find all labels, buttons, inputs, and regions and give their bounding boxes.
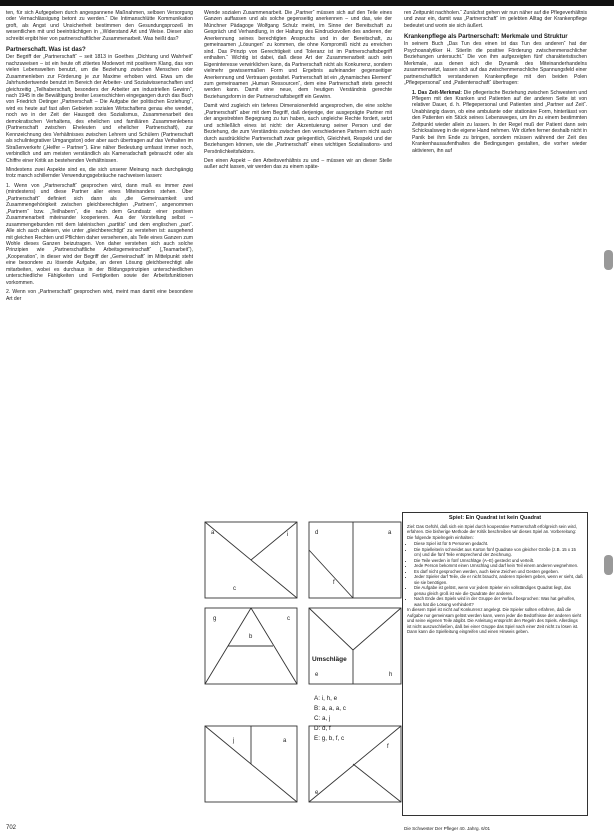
paragraph: Wende sozialen Zusammenarbeit. Die „Partner“ müssen sich auf den Teile eines Ganzen auffassen und als solche gegenseitig anerkennen – und das, wie der Münchner Pädagoge Wolfgang Schulz meint, im Sinne der Bereitschaft zu Gespräch und Verhandlung, in der Haltung des Eindrucksvollen des anderen, der Anerkennung seines berechtigten Anspruchs und in der Bereitschaft, zu gemeinsamen „Lösungen“ zu kommen, die ohne Kompromiß nicht zu erreichen sind. Das Prinzip von Gerechtigkeit und Toleranz ist im Partnerschaftsbegriff enthalten.“ Wichtig ist dabei, daß diese Art der Zusammenarbeit auch sein Eigeninteresse verwirklichen kann, da Partnerschaft nicht als Konkurrenz, sondern vielmehr gewissermaßen Form und Ergebnis aufeinander gegenseitiger Anerkennung und Vertrauen gestaltet. Partnerschaft ist ein „dynamisches Element“ zum gemeinsamen „Human Ressourcen“, dem eine Partnerschaft stets gerecht werden kann. Damit eine neue, dem heutigen Verständnis gerechte Beziehungsform in der Partnerschaftsbegriff ein Gewinn. xyxy=(204,10,392,100)
square-label: c xyxy=(233,586,236,592)
paragraph: Mindestens zwei Aspekte sind es, die sich unserer Meinung nach durchgängig trotz manch schillernder Verwendungsgebräuche nachweisen lassen: xyxy=(6,166,193,180)
square-label: c xyxy=(287,616,290,622)
item-title: 1. Das Zeit-Merkmal: xyxy=(412,89,462,96)
square-label: j xyxy=(233,738,235,744)
paragraph: Der Begriff der „Partnerschaft“ – seit 1813 in Goethes „Dichtung und Wahrheit“ nachzuweisen – ist ein heute oft zitiertes Modewort mit positivem Klang, das von vielen Lebenswelten benutzt, um die Beziehung zwischen Menschen oder Zusammenleben zur Förderung je zur Maxime erhoben wird. Etwa um die Jahrhundertwende benutzt im Bereich der Arbeiter- und Sozialwissenschaften und gleichzeitig „Teilhaberschaft, besonders der Arbeiter am industriellen Gewinn“, nach 1945 in die Bewältigung breiter Leserschichten eingegangen durch das Buch von Friedrich Oetinger „Partnerschaft – Die Aufgabe der politischen Erziehung“, wird es heute auf fast allen Gebieten sozialen Wirtschaftens genau ehe wendet, noch wo in der Zeit der Hausgott des Sozialismus, Zusammenarbeit des demokratischen Verhaltens, des ehelichen und familiären Zusammenlebens (Partnerschaft zwischen Eheleuten und ehelicher Partnerschaft), zur Kennzeichnung des Verhältnisses zwischen Lehrern und Schülern (Partnerschaft als schulintegrativer Umgangston) oder aber auch übertragen auf das Verhalten im Straßenverkehr („Helfer – Partner“). Eine näher Bedeutung umfasst immer noch, verbindlich und am meisten verständlich als Kameradschaft gebraucht oder als Chiffre einer Kritik an bestehenden Verhältnissen. xyxy=(6,54,193,164)
puzzle-squares-svg xyxy=(203,520,403,818)
column-1 xyxy=(6,10,193,302)
page-edge-tab xyxy=(604,250,613,270)
square-label: e xyxy=(315,672,319,678)
page-number: 702 xyxy=(6,825,17,831)
puzzle-figure xyxy=(203,520,403,818)
game-instructions-box xyxy=(402,512,588,816)
envelope-item: E: g, b, f, c xyxy=(314,735,345,742)
envelope-item: B: a, a, a, c xyxy=(314,705,346,712)
paragraph: ten, für sich Aufgegeben durch angespannene Maßnahmen, selbsen Versorgung oder Vernachlässigung betont zu werden.“ Die Intimanschlütte Kommunikation groft, als Angst und Unsicherheit bestimmen den Gesundungsprozeß im wesentlichen mit und beeinträchtigen in ,,Widerstand Art und Weise. Dieser also schreibt ergibt hier von partnerschaftlicher Zusammenarbeit. Was heißt das? xyxy=(6,10,193,42)
item-text: Die pflegerische Beziehung zwischen Schwestern und Pflegern mit den Kranken und Patienten auf der anderen Seite ist von relativer Dauer, d. h. Pflegepersonal und Patienten sind „Partner auf Zeit“. Unabhängig davon, ob eine ambulante oder stationäre Form, hinterlässt von den Patienten ein Stück seines Lebensweges, um ihn zu einem bestimmten Zeitpunkt wieder allein zu lassen. In der Regel muß der Patient dann sein Schicksalsweg in die eigene Hand nehmen. Wir dürfen ferner deshalb nicht in Panik bei ihm Ende zu bringen, sondern müssen während der Zeit des Krankenhausaufenthaltes die Bedingungen gestalten, die vorher wieder aktivieren, ihn auf xyxy=(412,89,587,154)
rules-list xyxy=(407,541,583,607)
envelope-item: A: i, h, e xyxy=(314,695,338,702)
square-label: f xyxy=(387,744,389,750)
column-2 xyxy=(204,10,392,171)
column-3 xyxy=(404,10,587,154)
rule-item: • Nach Ende des Spiels wird in der Gruppe der Verlauf besprochen: Was hat geholfen, was hat die Lösung verhindert? xyxy=(414,596,583,607)
paragraph: Damit wird zugleich ein tieferes Dimensionenfeld angesprochen, die eine solche „Partnerschaft“ aber mit dem Begriff, daß derjenige, der ausgeprägte Partner mit der angestrebten Begegnung zu tun haben, auch ungleiche Rechte fordert, setzt und schließlich eines ist nicht: der Akzentuierung seiner Person und der Beziehung, die zum Verständnis zwischen den verschiedenen Partnern nicht auch durch ausdrückliche Partnerschaft zwar gelegentlich, Gleichheit, Respekt und der Beziehungen können, wie die „Partnerschaft“ eines wichtigen Sozialisations- und Persönlichkeitsfaktors. xyxy=(204,103,392,155)
square-label: h xyxy=(389,672,393,678)
square-4 xyxy=(309,608,401,684)
rule-item: • Die Teile werden in fünf Umschläge (A–E) gesteckt und verteilt. xyxy=(414,558,583,564)
square-label: e xyxy=(315,790,319,796)
list-item xyxy=(404,90,587,155)
paragraph: ren Zeitpunkt nachholen.“ Zunächst gehen wir nun näher auf die Pflegeverhältnis und zwar ein, damit was „Partnerschaft“ im gelebten Alltag der Krankenpflege bedeutet und worin sie sich äußert. xyxy=(404,10,587,29)
rule-item: • Es darf nicht gesprochen werden, auch keine Zeichen und Gesten gegeben. xyxy=(414,569,583,575)
box-intro: Ziel: Das Gefühl, daß sich ein Spiel durch kooperative Partnerschaft erfolgreich sein wird, erfahren. Die bisherige Methode der Kritik beschreiben wir dieses Spiel an. Vorbereitung: Die folgende Spielregeln einhalten: xyxy=(407,523,577,540)
paragraph: Den einen Aspekt – den Arbeitsverhältnis zu und – müssen wir an dieser Stelle außer acht lassen, wir werden das zu einem späte- xyxy=(204,157,392,171)
square-label: d xyxy=(315,530,319,536)
rule-item: • Jede Person bekommt einen Umschlag und darf kein Teil einem anderen wegnehmen. xyxy=(414,563,583,569)
envelope-heading: Umschläge xyxy=(312,656,347,663)
paragraph: 2. Wenn von „Partnerschaft“ gesprochen wird, meint man damit eine besondere Art der xyxy=(6,289,193,302)
page-footer: Die Schwester Der Pfleger 40. Jahrg. 6/01 xyxy=(404,826,491,831)
box-outro: In diesem Spiel ist nicht auf Konkurrenz angelegt. Die Spieler sollten erfahren, daß die Aufgabe nur gemeinsam gelöst werden kann, wenn jeder die Bedürfnisse der anderen sieht und seine eigenen Teile abgibt. Die Anleitung entspricht den Regeln des Spiels. Allerdings ist nicht auszuschließen, daß bei einer Gruppe das Spiel nach einer Zeit nicht zu lösen ist. Dann kann die Spielleitung eingreifen und einen Hinweis geben. xyxy=(407,607,582,634)
square-label: f xyxy=(333,580,335,586)
rule-item: • Jeder Spieler darf Teile, die er nicht braucht, anderen Spielern geben, wenn er sieht, daß sie sie benötigen. xyxy=(414,574,583,585)
top-border-bar xyxy=(0,0,614,6)
section-heading: Krankenpflege als Partnerschaft: Merkmale und Struktur xyxy=(404,33,568,41)
rule-item: • Die Aufgabe ist gelöst, wenn vor jedem Spieler ein vollständiges Quadrat liegt, das genau gleich groß ist wie die Quadrate der anderen. xyxy=(414,585,583,596)
envelope-list xyxy=(314,694,346,744)
box-title: Spiel: Ein Quadrat ist kein Quadrat xyxy=(448,515,542,521)
square-label: a xyxy=(388,530,392,536)
rule-item: • Die Spielleiterin schneidet aus Karton fünf Quadrate von gleicher Größe (z.B. 15 x 15 cm) und die fünf Teile entsprechend der Zeichnung. xyxy=(414,547,583,558)
page-edge-tab xyxy=(604,555,613,575)
envelope-item: D: d, f xyxy=(314,725,331,732)
square-label: b xyxy=(249,634,253,640)
square-label: g xyxy=(213,616,217,622)
section-heading: Partnerschaft. Was ist das? xyxy=(6,46,86,54)
rule-item: • Diese Spiel ist für 5 Personen gedacht. xyxy=(414,541,583,547)
square-label: a xyxy=(283,738,287,744)
paragraph: In seinem Buch „Das Tun des einen ist das Tun des anderen“ hat der Psychoanalytiker H. Stierlin die positive Förderung zwischenmenschlicher Beziehungen untersucht.“ Die von ihm aufgezeigten fünf charakteristischen Merkmale, aus denen sich die Dynamik des Miteinanderhandelns zusammensetzt, lassen sich auf das zwischenmenschliche Spannungsfeld einer partnerschaftlich verstandenen Krankenpflege mit den beiden Polen „Pflegepersonal“ und „Patientenschaft“ übertragen: xyxy=(404,41,587,87)
envelope-item: C: a, j xyxy=(314,715,331,722)
paragraph: 1. Wenn von „Partnerschaft“ gesprochen wird, dann muß es immer zwei (mindestens) und diese Partner aller eines Miteinanders stehen. Über „Partnerschaft“ definiert sich dann als „die Gemeinsamkeit und Zusammengehörigkeit zwischen gleichberechtigten „Partnern“, angenommen „Partnern“ bzw. „Teilhabern“, die nach dem Grundsatz einer positiven Zusammenarbeit miteinander kooperieren. Aus der Vorstellung selbst – zusammengebunden mit dem lateinischen „partitio“ und dem englischen „part“. Alle sich auch ablesen, wie unter „gleichberechtigt“ zu verstehen ist: ausgehend mit gleichen Rechten und Pflichten daher versehenen, als Teile eines Ganzen zum Wohle dieses Ganzen beizutragen. Von daher verstehen sich auch solche Prinzipien wie „Partnerschaftliche Arbeitsgemeinschaft“ („Teamarbeit“), „Kooperation“, in dieser wird der Begriff der „Gemeinschaft“ im Mittelpunkt steht eine besondere zu lösende Aufgabe, an deren Lösung gleichberechtigt alle mitarbeiten, wobei es durchaus in der Bildungsprinzipien unterschiedlichen unterschiedliche Fähigkeiten und Fertigkeiten sowie der Arbeitsfunktionen vorkommen. xyxy=(6,182,193,286)
square-label: i xyxy=(287,532,289,538)
square-label: a xyxy=(211,530,215,536)
